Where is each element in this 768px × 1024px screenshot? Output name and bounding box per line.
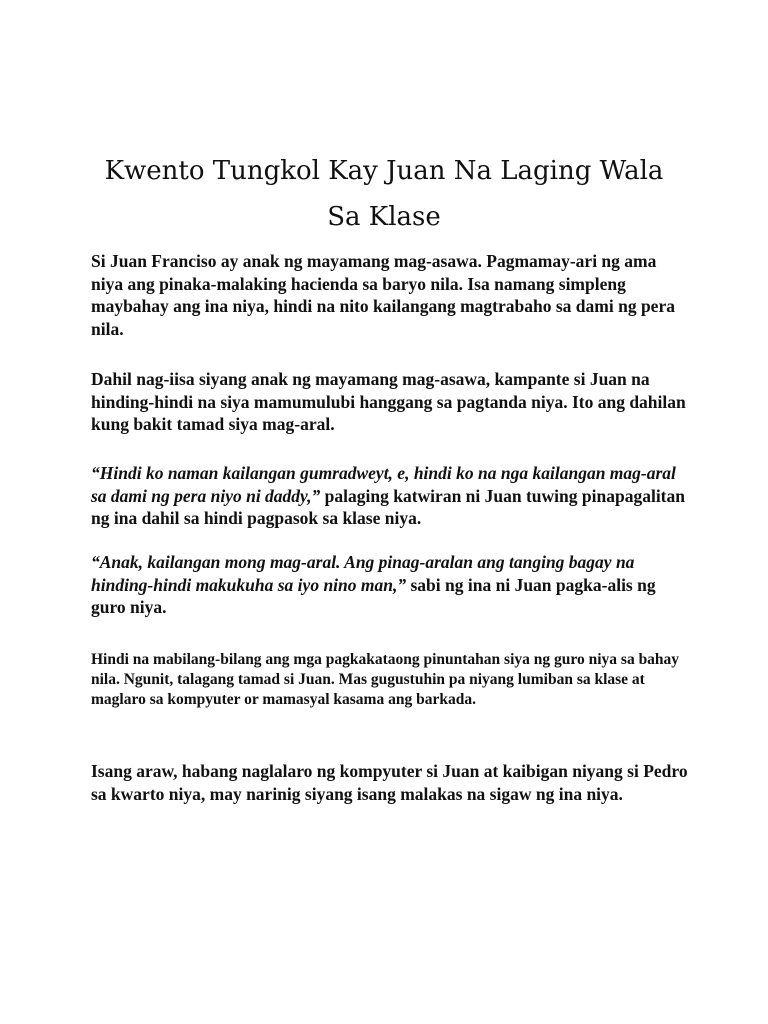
paragraph-3	[91, 462, 691, 530]
document-title	[80, 148, 688, 240]
paragraph-4-quote: “Anak, kailangan mong mag-aral. Ang pinag-aralan ang tanging bagay na hinding-hindi makukuha sa iyo nino man,”	[91, 552, 635, 595]
paragraph-1: Si Juan Franciso ay anak ng mayamang mag-asawa. Pagmamay-ari ng ama niya ang pinaka-malaking hacienda sa baryo nila. Isa namang simpleng maybahay ang ina niya, hindi na nito kailangang magtrabaho sa dami ng pera nila.	[91, 251, 675, 339]
title-line-1: Kwento Tungkol Kay Juan Na Laging Wala	[104, 156, 664, 186]
paragraph-2: Dahil nag-iisa siyang anak ng mayamang mag-asawa, kampante si Juan na hinding-hindi na siya mamumulubi hanggang sa pagtanda niya. Ito ang dahilan kung bakit tamad siya mag-aral.	[91, 369, 686, 434]
title-line-2: Sa Klase	[327, 202, 441, 232]
paragraph-6: Isang araw, habang naglalaro ng kompyuter si Juan at kaibigan niyang si Pedro sa kwarto niya, may narinig siyang isang malakas na sigaw ng ina niya.	[91, 761, 688, 804]
paragraph-3-text: palaging katwiran ni Juan tuwing pinapagalitan ng ina dahil sa hindi pagpasok sa klase niya.	[91, 485, 685, 528]
paragraph-3-quote: “Hindi ko naman kailangan gumradweyt, e, hindi ko na nga kailangan mag-aral sa dami ng pera niyo ni daddy,”	[91, 463, 676, 506]
paragraph-5: Hindi na mabilang-bilang ang mga pagkakataong pinuntahan siya ng guro niya sa bahay nila. Ngunit, talagang tamad si Juan. Mas gugustuhin pa niyang lumiban sa klase at maglaro sa kompyuter or mamasyal kasama ang barkada.	[91, 651, 680, 708]
paragraph-4	[91, 551, 691, 619]
paragraph-4-text: sabi ng ina ni Juan pagka-alis ng guro niya.	[91, 574, 656, 617]
